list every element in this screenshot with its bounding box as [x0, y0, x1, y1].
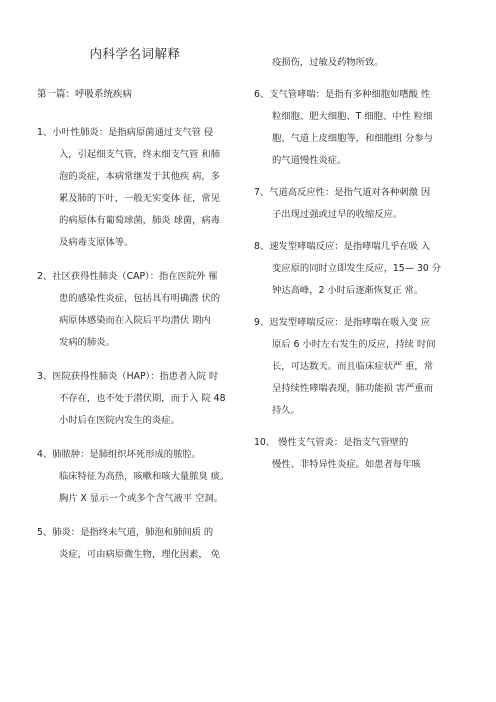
entry-line: 子出现过强或过早的收缩反应。	[272, 209, 403, 220]
entry-5-continued	[254, 52, 466, 74]
entry-line: 变应原的同时立即发生反应，15— 30 分	[272, 263, 442, 274]
entry-line: 5、肺炎：是指终末气道，肺泡和肺间质 的	[37, 527, 214, 538]
entry-line: 呈持续性哮喘表现，肺功能损 害严重而	[272, 383, 434, 394]
entry-6-asthma	[254, 84, 466, 172]
left-column	[37, 122, 251, 566]
entry-line: 患的感染性炎症，包括具有明确潜 伏的	[59, 293, 221, 304]
entry-line: 胸片 X 显示一个或多个含气液平 空洞。	[59, 493, 223, 504]
entry-line: 4、肺脓肿：是肺组织坏死形成的脓腔。	[37, 449, 201, 460]
entry-1-lobular-pneumonia	[37, 122, 251, 254]
entry-5-pneumonia	[37, 522, 251, 566]
entry-line: 不存在，也不处于潜伏期，而于入 院 48	[59, 393, 226, 404]
entry-line: 8、速发型哮喘反应：是指哮喘几乎在吸 入	[254, 241, 431, 252]
entry-line: 长，可达数天。而且临床症状严 重，常	[272, 361, 434, 372]
entry-4-lung-abscess	[37, 444, 251, 510]
entry-line: 2、社区获得性肺炎（CAP）：指在医院外 罹	[37, 271, 218, 282]
entry-line: 9、迟发型哮喘反应：是指哮喘在吸入变 应	[254, 317, 431, 328]
entry-line: 入，引起细支气管，终末细支气管 和肺	[59, 149, 221, 160]
entry-line: 小时后在医院内发生的炎症。	[59, 415, 180, 426]
chapter-heading: 第一篇：呼吸系统疾病	[37, 89, 133, 100]
entry-8-immediate-asthma-reaction	[254, 236, 466, 302]
entry-line: 7、气道高反应性：是指气道对各种刺激 因	[254, 187, 431, 198]
entry-10-chronic-bronchitis	[254, 432, 466, 476]
entry-line: 病原体感染而在入院后平均潜伏 期内	[59, 315, 211, 326]
entry-7-airway-hyperresponsiveness	[254, 182, 466, 226]
entry-line: 3、医院获得性肺炎（HAP）：指患者入院 时	[37, 371, 219, 382]
entry-line: 原后 6 小时左右发生的反应，持续 时间	[272, 339, 436, 350]
entry-line: 临床特征为高热，咳嗽和咳大量脓臭 痰。	[59, 471, 230, 482]
entry-line: 疫损伤，过敏及药物所致。	[272, 57, 384, 68]
entry-line: 累及肺的下叶，一般无实变体 征，常见	[59, 193, 221, 204]
entry-line: 6、支气管哮喘：是指有多种细胞如嗜酸 性	[254, 89, 431, 100]
entry-line: 发病的肺炎。	[59, 337, 115, 348]
entry-line: 持久。	[272, 405, 300, 416]
entry-2-cap	[37, 266, 251, 354]
entry-line: 粒细胞、肥大细胞、T 细胞、中性 粒细	[272, 111, 433, 122]
entry-line: 及病毒支原体等。	[59, 237, 134, 248]
entry-line: 钟达高峰，2 小时后逐渐恢复正 常。	[272, 285, 424, 296]
entry-line: 10、 慢性支气管炎：是指支气管壁的	[254, 437, 409, 448]
right-column	[254, 52, 466, 476]
entry-line: 炎症，可由病原微生物，理化因素， 免	[59, 549, 221, 560]
entry-line: 胞、气道上皮细胞等，和细胞组 分参与	[272, 133, 434, 144]
entry-line: 的气道慢性炎症。	[272, 155, 347, 166]
entry-9-late-asthma-reaction	[254, 312, 466, 422]
entry-line: 1、小叶性肺炎：是指病原菌通过支气管 侵	[37, 127, 214, 138]
page-title: 内科学名词解释	[89, 46, 181, 61]
entry-3-hap	[37, 366, 251, 432]
entry-line: 泡的炎症，本病常继发于其他疾 病，多	[59, 171, 221, 182]
entry-line: 慢性、非特异性炎症。如患者每年咳	[272, 459, 421, 470]
entry-line: 的病原体有葡萄球菌，肺炎 球菌，病毒	[59, 215, 221, 226]
